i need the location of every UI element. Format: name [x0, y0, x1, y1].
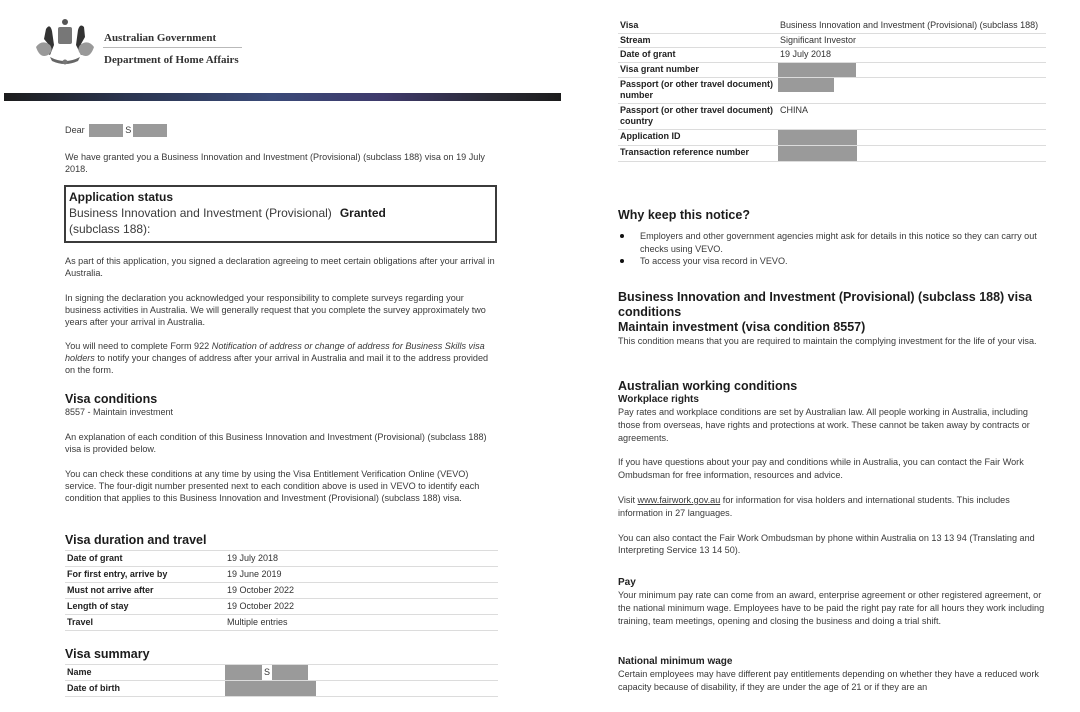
condition-item: 8557 - Maintain investment	[65, 407, 174, 417]
pay-text: Your minimum pay rate can come from an award, enterprise agreement or other registered agreement, or the national minimum wage. Employees have to be paid the right pay rate for all hours they work including training, team meetings, opening and closing the business and doing a trial shift.	[618, 590, 1045, 626]
bullet-icon	[620, 259, 624, 263]
condition-8557-text: This condition means that you are required to maintain the complying investment for the life of your visa.	[618, 336, 1037, 346]
redacted-date-of-birth	[225, 681, 316, 696]
redacted-visa-grant-number	[778, 63, 856, 77]
visa-summary-section	[65, 647, 497, 697]
table-row: Visa Business Innovation and Investment (Provisional) (subclass 188)	[618, 19, 1046, 33]
redacted-passport-number	[778, 78, 834, 92]
working-conditions-title: Australian working conditions	[618, 379, 798, 393]
visa-duration-title: Visa duration and travel	[65, 533, 207, 547]
list-item: To access your visa record in VEVO.	[618, 255, 1048, 268]
survey-paragraph: In signing the declaration you acknowledged your responsibility to complete surveys regarding your business activities in Australia. We will generally request that you complete the survey approximately two years after your arrival in Australia.	[65, 293, 486, 327]
redacted-first-name	[225, 665, 262, 680]
table-row: Passport (or other travel document) country CHINA	[618, 103, 1046, 129]
status-visa-subclass: (subclass 188):	[69, 222, 151, 236]
table-row: Visa grant number	[618, 62, 1046, 77]
conditions-explanation: An explanation of each condition of this Business Innovation and Investment (Provisional) (subclass 188) visa is provided below.	[65, 432, 487, 454]
fairwork-link[interactable]: www.fairwork.gov.au	[637, 494, 721, 505]
pay-title: Pay	[618, 577, 636, 588]
table-row: Date of grant 19 July 2018	[618, 48, 1046, 63]
pay-section	[618, 577, 1048, 627]
application-status-box	[64, 185, 497, 243]
visa-summary-title: Visa summary	[65, 647, 150, 661]
form-922-paragraph: You will need to complete Form 922 Notification of address or change of address for Business Skills visa holders to notify your changes of address after your arrival in Australia and mail it to the address provided on the form.	[65, 341, 489, 375]
table-row: Passport (or other travel document) number	[618, 77, 1046, 103]
redacted-application-id	[778, 130, 857, 145]
government-name: Australian Government	[104, 32, 217, 44]
min-wage-title: National minimum wage	[618, 656, 733, 667]
table-row: Date of birth	[65, 681, 498, 697]
redacted-last-name	[133, 124, 167, 137]
why-keep-list	[618, 230, 1048, 268]
why-keep-section	[618, 208, 1048, 268]
vevo-paragraph: You can check these conditions at any time by using the Visa Entitlement Verification Online (VEVO) service. The four-digit number presented next to each condition above is used in VEVO to identify each condition that applies to this Business Innovation and Investment (Provisional) (subclass 188) visa.	[65, 469, 480, 503]
redacted-first-name	[89, 124, 123, 137]
table-row: Application ID	[618, 129, 1046, 145]
coat-of-arms-icon	[32, 17, 98, 67]
visa-duration-section	[65, 533, 497, 631]
table-row: Transaction reference number	[618, 145, 1046, 161]
status-title: Application status	[69, 190, 174, 204]
workplace-rights-para-1: Pay rates and workplace conditions are set by Australian law. All people working in Australia, including those from overseas, have rights and protections at work. These cannot be taken away by contracts or agreements.	[618, 407, 1030, 443]
visa-conditions-section	[65, 392, 497, 419]
conditions-title: Business Innovation and Investment (Provisional) (subclass 188) visa conditions	[618, 290, 1033, 319]
visa-conditions-title: Visa conditions	[65, 392, 158, 406]
visa-details-table	[618, 19, 1046, 162]
workplace-rights-title: Workplace rights	[618, 394, 699, 405]
conditions-section	[618, 290, 1048, 348]
table-row: Length of stay 19 October 2022	[65, 599, 498, 615]
working-conditions-section	[618, 379, 1048, 557]
status-visa-line: Business Innovation and Investment (Provisional) Granted	[69, 206, 386, 220]
table-row: For first entry, arrive by 19 June 2019	[65, 567, 498, 583]
table-row: Stream Significant Investor	[618, 33, 1046, 48]
visa-details-section	[618, 19, 1048, 162]
header-divider	[103, 47, 242, 48]
condition-8557-title: Maintain investment (visa condition 8557)	[618, 320, 866, 334]
declaration-paragraph: As part of this application, you signed a declaration agreeing to meet certain obligations after your arrival in Australia.	[65, 256, 495, 278]
redacted-transaction-reference	[778, 146, 857, 161]
header-band	[4, 93, 561, 101]
table-row: Date of grant 19 July 2018	[65, 551, 498, 567]
visa-duration-table	[65, 550, 498, 631]
list-item: Employers and other government agencies might ask for details in this notice so they can carry out checks using VEVO.	[618, 230, 1048, 255]
status-badge: Granted	[339, 206, 386, 220]
workplace-rights-para-3: Visit www.fairwork.gov.au for information for visa holders and international students. This includes information in 27 languages.	[618, 494, 1010, 518]
min-wage-section	[618, 656, 1048, 694]
department-name: Department of Home Affairs	[104, 54, 239, 66]
salutation: Dear S	[65, 124, 497, 137]
redacted-last-name	[272, 665, 308, 680]
table-row: Must not arrive after 19 October 2022	[65, 583, 498, 599]
workplace-rights-para-4: You can also contact the Fair Work Ombudsman by phone within Australia on 13 13 94 (Translating and Interpreting Service 13 14 50).	[618, 532, 1035, 556]
visa-summary-table	[65, 664, 498, 697]
min-wage-text: Certain employees may have different pay entitlements depending on whether they have a reduced work capacity because of disability, if they are under the age of 21 or if they are an	[618, 669, 1039, 692]
table-row: Name S	[65, 665, 498, 681]
table-row: Travel Multiple entries	[65, 615, 498, 631]
why-keep-title: Why keep this notice?	[618, 208, 750, 222]
intro-paragraph: We have granted you a Business Innovation and Investment (Provisional) (subclass 188) visa on 19 July 2018.	[65, 152, 485, 174]
workplace-rights-para-2: If you have questions about your pay and conditions while in Australia, you can contact the Fair Work Ombudsman for free information, resources and advice.	[618, 457, 1024, 481]
bullet-icon	[620, 234, 624, 238]
